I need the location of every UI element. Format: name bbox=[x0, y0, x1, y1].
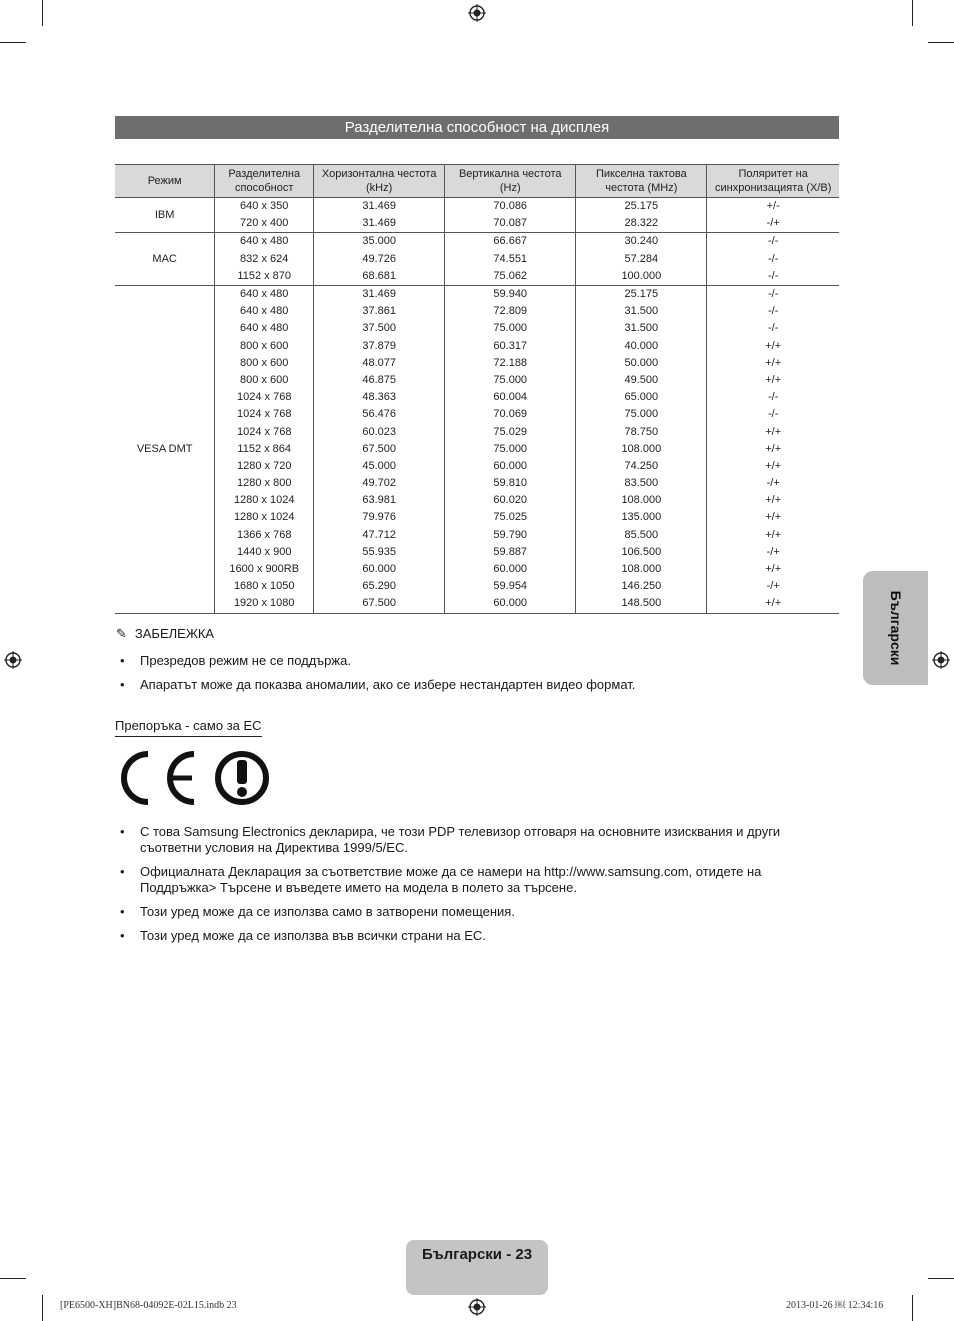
table-cell: 1680 x 1050 bbox=[215, 578, 314, 595]
table-cell: 108.000 bbox=[576, 492, 707, 509]
table-cell: 57.284 bbox=[576, 251, 707, 268]
table-cell: 31.469 bbox=[314, 285, 445, 303]
language-side-tab bbox=[863, 571, 928, 685]
table-row bbox=[115, 320, 839, 337]
table-cell: 79.976 bbox=[314, 509, 445, 526]
table-cell: +/+ bbox=[707, 355, 839, 372]
table-cell: -/+ bbox=[707, 475, 839, 492]
column-header: Хоризонтална честота (kHz) bbox=[314, 165, 445, 198]
table-cell: 55.935 bbox=[314, 544, 445, 561]
table-cell: 65.290 bbox=[314, 578, 445, 595]
table-cell: 59.887 bbox=[445, 544, 576, 561]
note-heading bbox=[116, 626, 214, 642]
table-cell: 1152 x 870 bbox=[215, 268, 314, 286]
table-cell: 70.086 bbox=[445, 198, 576, 216]
table-cell: 1440 x 900 bbox=[215, 544, 314, 561]
recommendation-title: Препоръка - само за ЕС bbox=[115, 718, 262, 737]
table-row bbox=[115, 355, 839, 372]
table-cell: 1280 x 1024 bbox=[215, 509, 314, 526]
mode-cell: IBM bbox=[115, 198, 215, 233]
table-cell: 800 x 600 bbox=[215, 372, 314, 389]
table-row bbox=[115, 595, 839, 613]
table-row bbox=[115, 458, 839, 475]
footer-timestamp: 2013-01-26 ￼ 12:34:16 bbox=[786, 1300, 884, 1311]
list-item: • Презредов режим не се поддържа. bbox=[115, 653, 825, 669]
table-cell: -/- bbox=[707, 320, 839, 337]
table-cell: 640 x 480 bbox=[215, 303, 314, 320]
table-cell: 60.317 bbox=[445, 338, 576, 355]
column-header: Поляритет на синхронизацията (Х/В) bbox=[707, 165, 839, 198]
registration-mark-icon bbox=[4, 651, 22, 669]
table-cell: 1280 x 720 bbox=[215, 458, 314, 475]
table-cell: 75.000 bbox=[445, 320, 576, 337]
table-cell: 30.240 bbox=[576, 233, 707, 251]
crop-mark bbox=[928, 42, 954, 43]
note-heading-label: ЗАБЕЛЕЖКА bbox=[134, 626, 215, 641]
table-cell: 59.954 bbox=[445, 578, 576, 595]
table-row bbox=[115, 268, 839, 286]
table-cell: 83.500 bbox=[576, 475, 707, 492]
table-cell: 67.500 bbox=[314, 595, 445, 613]
table-cell: 66.667 bbox=[445, 233, 576, 251]
column-header: Разделителна способност bbox=[215, 165, 314, 198]
table-cell: 640 x 480 bbox=[215, 320, 314, 337]
table-cell: 68.681 bbox=[314, 268, 445, 286]
registration-mark-icon bbox=[932, 651, 950, 669]
table-cell: 35.000 bbox=[314, 233, 445, 251]
list-item: • С това Samsung Electronics декларира, че този PDP телевизор отговаря на основните изисквания и други съответни условия на Директива 1999/5/ЕС. bbox=[115, 824, 825, 856]
resolution-table bbox=[115, 164, 839, 614]
table-cell: 37.500 bbox=[314, 320, 445, 337]
table-row bbox=[115, 338, 839, 355]
table-cell: 75.000 bbox=[445, 441, 576, 458]
list-item: • Този уред може да се използва във всички страни на ЕС. bbox=[115, 928, 825, 944]
table-cell: 28.322 bbox=[576, 215, 707, 233]
table-cell: +/+ bbox=[707, 595, 839, 613]
table-cell: 47.712 bbox=[314, 527, 445, 544]
table-cell: 100.000 bbox=[576, 268, 707, 286]
table-cell: 48.363 bbox=[314, 389, 445, 406]
column-header: Пикселна тактова честота (MHz) bbox=[576, 165, 707, 198]
table-row bbox=[115, 215, 839, 233]
column-header: Вертикална честота (Hz) bbox=[445, 165, 576, 198]
table-cell: -/- bbox=[707, 268, 839, 286]
table-cell: -/+ bbox=[707, 578, 839, 595]
crop-mark bbox=[912, 0, 913, 26]
table-cell: 148.500 bbox=[576, 595, 707, 613]
table-cell: 1280 x 800 bbox=[215, 475, 314, 492]
crop-mark bbox=[0, 1278, 26, 1279]
crop-mark bbox=[912, 1295, 913, 1321]
page-number-badge bbox=[406, 1240, 548, 1295]
table-cell: 135.000 bbox=[576, 509, 707, 526]
registration-mark-icon bbox=[468, 4, 486, 22]
table-cell: 60.000 bbox=[445, 595, 576, 613]
table-cell: 75.062 bbox=[445, 268, 576, 286]
table-cell: -/+ bbox=[707, 215, 839, 233]
table-cell: 37.879 bbox=[314, 338, 445, 355]
table-cell: 49.500 bbox=[576, 372, 707, 389]
table-cell: 48.077 bbox=[314, 355, 445, 372]
table-cell: +/+ bbox=[707, 423, 839, 440]
list-item: • Апаратът може да показва аномалии, ако се избере нестандартен видео формат. bbox=[115, 677, 825, 693]
table-cell: -/- bbox=[707, 285, 839, 303]
list-item: • Официалната Декларация за съответствие може да се намери на http://www.samsung.com, отидете на Поддръжка> Търсене и въведете името на модела в полето за търсене. bbox=[115, 864, 825, 896]
table-row bbox=[115, 509, 839, 526]
table-row bbox=[115, 492, 839, 509]
mode-cell: MAC bbox=[115, 233, 215, 286]
table-cell: +/- bbox=[707, 198, 839, 216]
table-cell: -/- bbox=[707, 406, 839, 423]
column-header: Режим bbox=[115, 165, 215, 198]
crop-mark bbox=[928, 1278, 954, 1279]
table-cell: 146.250 bbox=[576, 578, 707, 595]
table-cell: 37.861 bbox=[314, 303, 445, 320]
table-cell: -/- bbox=[707, 251, 839, 268]
table-row bbox=[115, 578, 839, 595]
table-row bbox=[115, 423, 839, 440]
table-row bbox=[115, 441, 839, 458]
table-cell: +/+ bbox=[707, 492, 839, 509]
table-cell: 72.188 bbox=[445, 355, 576, 372]
table-row bbox=[115, 233, 839, 251]
table-cell: 108.000 bbox=[576, 441, 707, 458]
table-cell: 1024 x 768 bbox=[215, 406, 314, 423]
ce-mark bbox=[116, 748, 272, 808]
table-cell: 45.000 bbox=[314, 458, 445, 475]
table-cell: 640 x 480 bbox=[215, 233, 314, 251]
table-row bbox=[115, 544, 839, 561]
table-cell: 67.500 bbox=[314, 441, 445, 458]
section-title: Разделителна способност на дисплея bbox=[115, 116, 839, 139]
table-cell: +/+ bbox=[707, 509, 839, 526]
table-cell: 1152 x 864 bbox=[215, 441, 314, 458]
crop-mark bbox=[0, 42, 26, 43]
table-row bbox=[115, 475, 839, 492]
table-cell: 1024 x 768 bbox=[215, 389, 314, 406]
list-item: • Този уред може да се използва само в затворени помещения. bbox=[115, 904, 825, 920]
table-cell: 108.000 bbox=[576, 561, 707, 578]
table-cell: 70.069 bbox=[445, 406, 576, 423]
table-cell: 75.000 bbox=[445, 372, 576, 389]
mode-cell: VESA DMT bbox=[115, 285, 215, 613]
table-cell: +/+ bbox=[707, 561, 839, 578]
table-cell: +/+ bbox=[707, 441, 839, 458]
table-cell: +/+ bbox=[707, 338, 839, 355]
page-label: Български - 23 bbox=[421, 1246, 533, 1263]
table-cell: 60.023 bbox=[314, 423, 445, 440]
table-cell: 25.175 bbox=[576, 198, 707, 216]
pencil-icon: ✎ bbox=[116, 626, 127, 641]
table-cell: 59.810 bbox=[445, 475, 576, 492]
table-cell: 1366 x 768 bbox=[215, 527, 314, 544]
table-row bbox=[115, 406, 839, 423]
table-cell: -/- bbox=[707, 233, 839, 251]
table-cell: 640 x 350 bbox=[215, 198, 314, 216]
table-row bbox=[115, 251, 839, 268]
table-cell: 59.790 bbox=[445, 527, 576, 544]
table-row bbox=[115, 303, 839, 320]
side-tab-label: Български bbox=[887, 590, 904, 666]
table-cell: 1600 x 900RB bbox=[215, 561, 314, 578]
table-cell: -/- bbox=[707, 303, 839, 320]
table-cell: 31.500 bbox=[576, 320, 707, 337]
table-header-row bbox=[115, 165, 839, 198]
table-cell: 1920 x 1080 bbox=[215, 595, 314, 613]
table-cell: 60.004 bbox=[445, 389, 576, 406]
table-cell: 60.000 bbox=[445, 561, 576, 578]
table-cell: 59.940 bbox=[445, 285, 576, 303]
table-cell: 800 x 600 bbox=[215, 355, 314, 372]
table-cell: 106.500 bbox=[576, 544, 707, 561]
table-cell: 31.469 bbox=[314, 198, 445, 216]
table-cell: 60.000 bbox=[445, 458, 576, 475]
table-cell: +/+ bbox=[707, 372, 839, 389]
table-cell: 640 x 480 bbox=[215, 285, 314, 303]
table-row bbox=[115, 389, 839, 406]
table-cell: 31.469 bbox=[314, 215, 445, 233]
table-cell: 78.750 bbox=[576, 423, 707, 440]
table-cell: 40.000 bbox=[576, 338, 707, 355]
table-cell: 31.500 bbox=[576, 303, 707, 320]
table-cell: 56.476 bbox=[314, 406, 445, 423]
table-cell: 800 x 600 bbox=[215, 338, 314, 355]
table-cell: 720 x 400 bbox=[215, 215, 314, 233]
table-cell: 60.020 bbox=[445, 492, 576, 509]
table-cell: 60.000 bbox=[314, 561, 445, 578]
crop-mark bbox=[42, 0, 43, 26]
table-cell: 72.809 bbox=[445, 303, 576, 320]
table-cell: -/- bbox=[707, 389, 839, 406]
table-cell: 85.500 bbox=[576, 527, 707, 544]
table-row bbox=[115, 561, 839, 578]
table-cell: 63.981 bbox=[314, 492, 445, 509]
ce-alert-mark-icon bbox=[116, 748, 272, 808]
recommendation-list bbox=[115, 824, 825, 952]
table-cell: 75.025 bbox=[445, 509, 576, 526]
table-row bbox=[115, 198, 839, 216]
table-row bbox=[115, 527, 839, 544]
table-cell: 832 x 624 bbox=[215, 251, 314, 268]
registration-mark-icon bbox=[468, 1298, 486, 1316]
table-cell: 75.000 bbox=[576, 406, 707, 423]
table-cell: 1024 x 768 bbox=[215, 423, 314, 440]
table-row bbox=[115, 372, 839, 389]
table-cell: 74.551 bbox=[445, 251, 576, 268]
table-cell: 46.875 bbox=[314, 372, 445, 389]
table-cell: 65.000 bbox=[576, 389, 707, 406]
table-cell: 70.087 bbox=[445, 215, 576, 233]
table-row bbox=[115, 285, 839, 303]
note-list bbox=[115, 653, 825, 701]
table-cell: 25.175 bbox=[576, 285, 707, 303]
table-cell: +/+ bbox=[707, 458, 839, 475]
table-cell: 49.726 bbox=[314, 251, 445, 268]
table-cell: 75.029 bbox=[445, 423, 576, 440]
table-cell: -/+ bbox=[707, 544, 839, 561]
table-cell: 49.702 bbox=[314, 475, 445, 492]
crop-mark bbox=[42, 1295, 43, 1321]
table-cell: +/+ bbox=[707, 527, 839, 544]
table-cell: 1280 x 1024 bbox=[215, 492, 314, 509]
footer-file-info: [PE6500-XH]BN68-04092E-02L15.indb 23 bbox=[60, 1300, 237, 1311]
table-cell: 50.000 bbox=[576, 355, 707, 372]
table-cell: 74.250 bbox=[576, 458, 707, 475]
